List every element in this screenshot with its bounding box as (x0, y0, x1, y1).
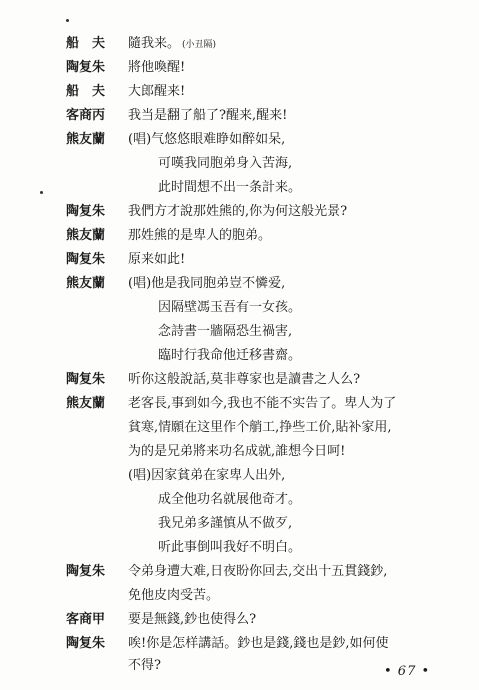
speaker-name: 陶复朱 (66, 252, 106, 267)
stage-direction: (小丑隔) (182, 40, 217, 50)
speaker-name: 熊友蘭 (66, 276, 106, 291)
dialogue-text: 可嘆我同胞弟身入苦海, (158, 156, 293, 171)
dialogue-text: 我当是翻了船了?醒来,醒来! (128, 108, 288, 123)
speaker-name: 客商丙 (66, 108, 106, 123)
speaker-name: 陶复朱 (66, 204, 106, 219)
dialogue-text: (唱)他是我同胞弟豈不憐爱, (128, 276, 286, 291)
dialogue-text: 免他皮肉受苦。 (128, 588, 220, 603)
speaker-name: 熊友蘭 (66, 228, 106, 243)
ink-speck (66, 19, 69, 22)
dialogue-text: 貧寒,情願在这里作个艄工,挣些工价,貼补家用, (128, 420, 392, 435)
speaker-name: 客商甲 (66, 612, 106, 627)
dialogue-text: 我兄弟多謹慎从不做歹, (158, 516, 293, 531)
speaker-name: 陶复朱 (66, 564, 106, 579)
speaker-name: 熊友蘭 (66, 396, 106, 411)
dialogue-text: 大郎醒来! (128, 84, 186, 99)
dialogue-text: 將他喚醒! (128, 60, 186, 75)
dialogue-text: 念詩書一牆隔恐生禍害, (158, 324, 293, 339)
dialogue-text: 原来如此! (128, 252, 186, 267)
dialogue-text: 臨时行我命他迁移書齋。 (158, 348, 302, 363)
dialogue-text: 唉!你是怎样講話。鈔也是錢,錢也是鈔,如何使 (128, 636, 389, 651)
speaker-name: 陶复朱 (66, 372, 106, 387)
dialogue-text: (唱)气悠悠眼难睁如醉如呆, (128, 132, 286, 147)
dialogue-text: 老客長,事到如今,我也不能不实告了。卑人为了 (128, 396, 397, 411)
speaker-name: 船 夫 (66, 84, 106, 99)
dialogue-text: 不得? (128, 658, 161, 673)
dialogue-main: 隨我来。 (128, 36, 181, 51)
dialogue-text: 令弟身遭大难,日夜盼你回去,交出十五貫錢鈔, (128, 564, 388, 579)
dialogue-text (128, 33, 216, 56)
dialogue-text: 因隔壁馮玉吾有一女孩。 (158, 300, 302, 315)
ink-speck (40, 191, 43, 194)
dialogue-text: 成全他功名就展他奇才。 (158, 492, 302, 507)
dialogue-text: 此时間想不出一条計来。 (158, 180, 302, 195)
speaker-name: 熊友蘭 (66, 132, 106, 147)
dialogue-text: 那姓熊的是卑人的胞弟。 (128, 228, 272, 243)
page-number: • 67 • (384, 664, 431, 679)
dialogue-text: (唱)因家貧弟在家卑人出外, (128, 468, 286, 483)
speaker-name: 陶复朱 (66, 636, 106, 651)
dialogue-text: 我們方才說那姓熊的,你为何这般光景? (128, 204, 348, 219)
dialogue-text: 要是無錢,鈔也使得么? (128, 612, 257, 627)
speaker-name: 陶复朱 (66, 60, 106, 75)
dialogue-text: 为的是兄弟將来功名成就,誰想今日呵! (128, 444, 346, 459)
dialogue-text: 听此事倒叫我好不明白。 (158, 540, 302, 555)
speaker-name: 船 夫 (66, 36, 106, 51)
dialogue-text: 听你这般說話,莫非尊家也是讀書之人么? (128, 372, 361, 387)
